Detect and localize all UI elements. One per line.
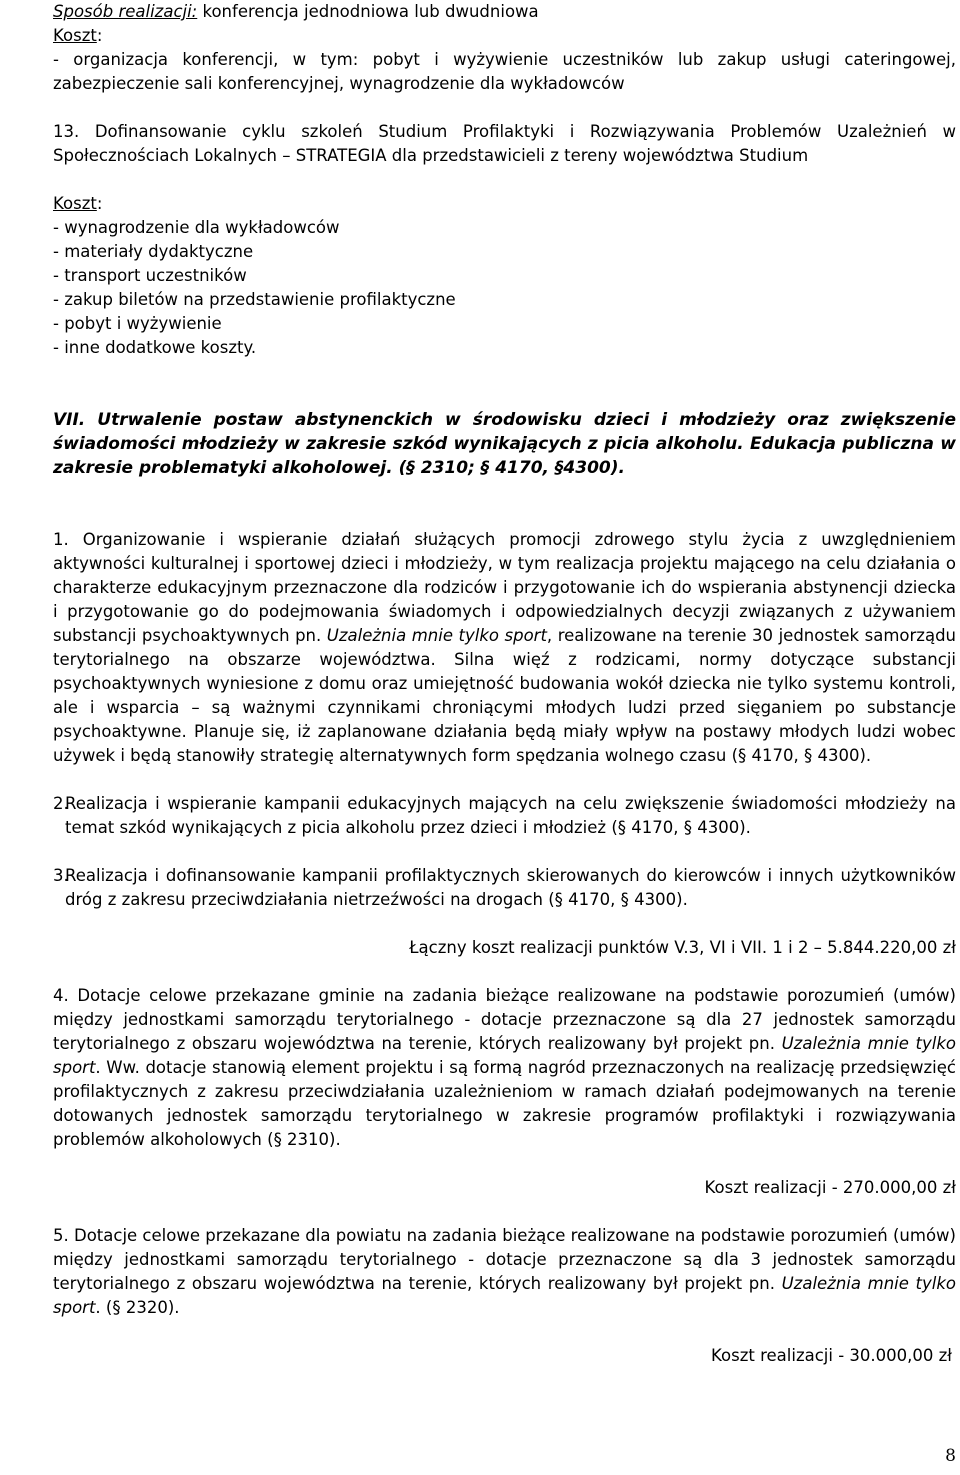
item-number: 5. bbox=[53, 1226, 69, 1245]
section-7-item-3 bbox=[53, 864, 956, 912]
section-7-item-2 bbox=[53, 792, 956, 840]
project-name: Uzależnia mnie tylko sport bbox=[326, 626, 547, 645]
item-4: 4. Dotacje celowe przekazane gminie na zadania bieżące realizowane na podstawie porozumień (umów) między jednostkami samorządu terytorialnego - dotacje przeznaczone są dla 27 jednostek samorządu terytorialnego z obszaru województwa na terenie, których realizowany był projekt pn. Uzależnia mnie tylko sport. Ww. dotacje stanowią element projektu i są formą nagród przeznaczonych na realizację przedsięwzięć profilaktycznych z zakresu przeciwdziałania uzależnieniom w ramach działań podejmowanych na terenie dotowanych jednostek samorządu terytorialnego w zakresie programów profilaktyki i rozwiązywania problemów alkoholowych (§ 2310). bbox=[53, 986, 956, 1149]
cost-item: - wynagrodzenie dla wykładowców bbox=[53, 218, 340, 237]
cost-item: - inne dodatkowe koszty. bbox=[53, 338, 257, 357]
cost-line: - organizacja konferencji, w tym: pobyt i wyżywienie uczestników lub zakup usługi cateringowej, zabezpieczenie sali konferencyjnej, wynagrodzenie dla wykładowców bbox=[53, 50, 956, 93]
mode-label: Sposób realizacji: bbox=[53, 2, 198, 21]
item-number: 3. bbox=[53, 866, 69, 885]
section-7-heading: VII. Utrwalenie postaw abstynenckich w środowisku dzieci i młodzieży oraz zwiększenie świadomości młodzieży w zakresie szkód wynikających z picia alkoholu. Edukacja publiczna w zakresie problematyki alkoholowej. (§ 2310; § 4170, §4300). bbox=[53, 410, 956, 478]
total-cost: Łączny koszt realizacji punktów V.3, VI i VII. 1 i 2 – 5.844.220,00 zł bbox=[409, 938, 956, 957]
cost-heading: Koszt: bbox=[53, 26, 103, 45]
item-13-text: 13. Dofinansowanie cyklu szkoleń Studium Profilaktyki i Rozwiązywania Problemów Uzależnień w Społecznościach Lokalnych – STRATEGIA dla przedstawicieli z tereny województwa Studium bbox=[53, 122, 956, 165]
item-number: 2. bbox=[53, 794, 69, 813]
item-text: Realizacja i dofinansowanie kampanii profilaktycznych skierowanych do kierowców i innych użytkowników dróg z zakresu przeciwdziałania nietrzeźwości na drogach (§ 4170, § 4300). bbox=[65, 866, 956, 909]
page-number: 8 bbox=[945, 1446, 956, 1466]
item-13-cost-heading: Koszt: bbox=[53, 194, 103, 213]
project-name: Uzależnia mnie tylko sport bbox=[53, 1274, 956, 1317]
item-4-cost: Koszt realizacji - 270.000,00 zł bbox=[704, 1178, 956, 1197]
cost-label: Koszt bbox=[53, 26, 97, 45]
item-5-cost: Koszt realizacji - 30.000,00 zł bbox=[711, 1346, 952, 1365]
cost-item: - materiały dydaktyczne bbox=[53, 242, 254, 261]
item-text: Realizacja i wspieranie kampanii edukacyjnych mających na celu zwiększenie świadomości młodzieży na temat szkód wynikających z picia alkoholu przez dzieci i młodzież (§ 4170, § 4300). bbox=[65, 794, 956, 837]
item-number: 4. bbox=[53, 986, 69, 1005]
item-5: 5. Dotacje celowe przekazane dla powiatu na zadania bieżące realizowane na podstawie porozumień (umów) między jednostkami samorządu terytorialnego - dotacje przeznaczone są dla 3 jednostek samorządu terytorialnego z obszaru województwa na terenie, których realizowany był projekt pn. Uzależnia mnie tylko sport. (§ 2320). bbox=[53, 1226, 956, 1317]
project-name: Uzależnia mnie tylko sport bbox=[53, 1034, 956, 1077]
item-13-cost-label: Koszt bbox=[53, 194, 97, 213]
section-7-item-1: 1. Organizowanie i wspieranie działań służących promocji zdrowego stylu życia z uwzględnieniem aktywności kulturalnej i sportowej dzieci i młodzieży, w tym realizacja projektu mającego na celu działania o charakterze edukacyjnym przeznaczone dla rodziców i przygotowanie ich do wspierania abstynencji dziecka i przygotowanie go do podejmowania świadomych i odpowiedzialnych decyzji związanych z używaniem substancji psychoaktywnych pn. Uzależnia mnie tylko sport, realizowane na terenie 30 jednostek samorządu terytorialnego na obszarze województwa. Silna więź z rodzicami, normy dotyczące substancji psychoaktywnych wyniesione z domu oraz umiejętność budowania wokół dziecka nie tylko systemu kontroli, ale i wsparcia – są ważnymi czynnikami chroniącymi młodych ludzi przed sięganiem po substancje psychoaktywne. Planuje się, iż zaplanowane działania będą miały wpływ na postawy młodych ludzi wobec używek i będą stanowiły strategię alternatywnych form spędzania wolnego czasu (§ 4170, § 4300). bbox=[53, 530, 957, 765]
cost-item: - transport uczestników bbox=[53, 266, 247, 285]
mode-value: konferencja jednodniowa lub dwudniowa bbox=[197, 2, 539, 21]
mode-line bbox=[53, 0, 956, 24]
cost-item: - zakup biletów na przedstawienie profilaktyczne bbox=[53, 290, 456, 309]
document-page bbox=[53, 0, 956, 1368]
cost-item: - pobyt i wyżywienie bbox=[53, 314, 222, 333]
